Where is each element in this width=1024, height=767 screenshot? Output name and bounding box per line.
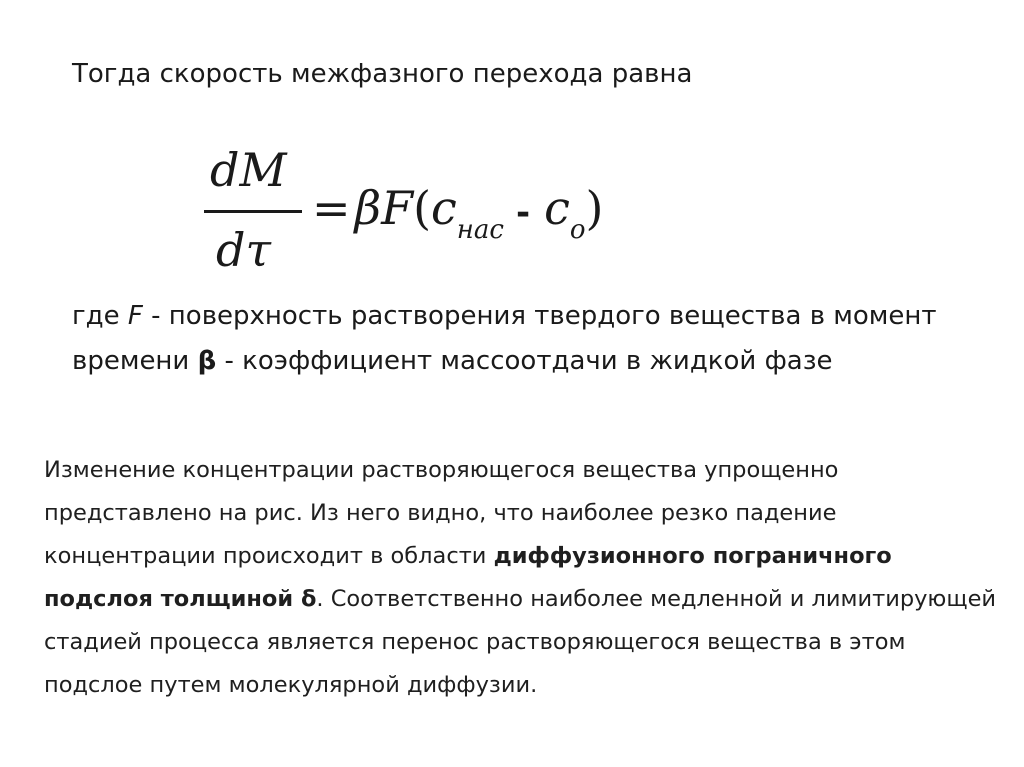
- minus-sign: -: [515, 193, 531, 233]
- fraction-numerator: dM: [210, 143, 287, 197]
- c-zero: c: [544, 181, 570, 235]
- intro-text: Тогда скорость межфазного перехода равна: [72, 59, 693, 89]
- definition-part1: - поверхность растворения твердого вещества в момент времени: [72, 301, 937, 376]
- definition-text: [72, 294, 992, 384]
- explanation-paragraph: [44, 449, 1004, 707]
- close-paren: ): [585, 181, 604, 235]
- beta-symbol: β: [354, 181, 382, 235]
- fraction-denominator: dτ: [216, 223, 271, 277]
- paragraph-text-after: . Соответственно наиболее медленной и лимитирующей стадией процесса является перенос растворяющегося вещества в этом подслое путем молекулярной диффузии.: [44, 586, 997, 698]
- derivative-fraction: [204, 138, 304, 288]
- paragraph-text-before: Изменение концентрации растворяющегося вещества упрощенно представлено на рис. Из него видно, что наиболее резко падение концентрации происходит в области: [44, 457, 839, 569]
- definition-beta-symbol: β: [197, 346, 217, 376]
- open-paren: (: [413, 181, 432, 235]
- definition-part2: - коэффициент массоотдачи в жидкой фазе: [216, 346, 833, 376]
- c-zero-subscript: o: [569, 215, 586, 245]
- paragraph-bold-term: диффузионного пограничного подслоя толщиной δ: [44, 543, 892, 612]
- fraction-bar: [204, 210, 302, 213]
- formula-right-side: [312, 178, 603, 243]
- c-saturation: c: [431, 181, 457, 235]
- definition-where: где: [72, 301, 128, 331]
- equals-sign: =: [312, 181, 351, 235]
- area-symbol: F: [381, 181, 414, 235]
- definition-F-symbol: F: [127, 301, 143, 331]
- c-saturation-subscript: нас: [456, 215, 504, 245]
- mass-transfer-formula: [204, 138, 724, 288]
